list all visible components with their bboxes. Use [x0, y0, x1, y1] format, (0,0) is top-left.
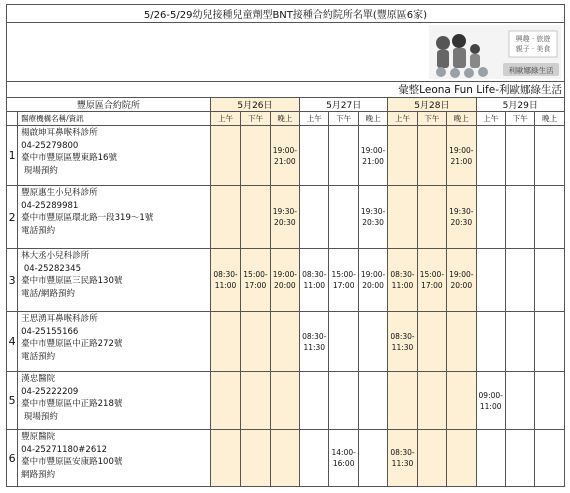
- time-slot-cell: [476, 186, 505, 249]
- time-slot-cell: [476, 249, 505, 312]
- time-slot-cell: [358, 186, 387, 249]
- time-slot-text: 08:30- 11:30: [390, 448, 415, 468]
- vaccine-schedule-sheet: [6, 4, 565, 490]
- time-slot-cell: [210, 430, 240, 487]
- time-slot-cell: [300, 126, 329, 186]
- time-slot-cell: [241, 430, 270, 487]
- slot-header: 晚上: [447, 112, 476, 126]
- time-slot-text: 19:30- 20:30: [272, 207, 298, 227]
- clinic-name: 豐原醫院: [21, 432, 56, 442]
- clinic-info: [18, 126, 211, 186]
- time-slot-cell: [447, 430, 476, 487]
- sheet-title: 5/26-5/29幼兒接種兒童劑型BNT接種合約院所名單(豐原區6家): [7, 5, 565, 23]
- banner-area: [7, 23, 565, 82]
- time-slot-cell: [476, 126, 505, 186]
- time-slot-cell: [447, 249, 476, 312]
- time-slot-cell: [270, 186, 299, 249]
- time-slot-text: 08:30- 11:30: [390, 331, 415, 352]
- time-slot-cell: [535, 126, 565, 186]
- day-header: 5月28日: [388, 98, 476, 112]
- time-slot-cell: [417, 126, 446, 186]
- slot-header: 下午: [505, 112, 534, 126]
- time-slot-text: 19:00- 20:00: [272, 270, 298, 290]
- row-number: 2: [7, 186, 18, 249]
- clinic-phone: 04-25289981: [21, 200, 79, 211]
- time-slot-text: 19:00- 20:00: [360, 270, 386, 290]
- time-slot-cell: [535, 249, 565, 312]
- time-slot-cell: [417, 186, 446, 249]
- clinic-row: [7, 312, 565, 372]
- time-slot-cell: [388, 372, 417, 430]
- time-slot-cell: [329, 249, 358, 312]
- clinic-address: 臺中市豐原區中正路272號: [21, 339, 123, 350]
- clinic-info: [18, 186, 211, 249]
- slot-header: 上午: [476, 112, 505, 126]
- time-slot-cell: [241, 249, 270, 312]
- time-slot-cell: [388, 430, 417, 487]
- row-number: 6: [7, 430, 18, 487]
- time-slot-cell: [505, 312, 534, 372]
- time-slot-text: 08:30- 11:30: [302, 331, 327, 352]
- booking-method: 現場預約: [21, 411, 58, 422]
- clinic-address: 臺中市豐原區安康路100號: [21, 457, 123, 468]
- schedule-table: [6, 4, 565, 487]
- day-header: 5月27日: [300, 98, 388, 112]
- booking-method: 電話/網路預約: [21, 288, 76, 299]
- clinic-name: 楊啟坤耳鼻喉科診所: [21, 128, 98, 138]
- blank-corner: [7, 112, 18, 126]
- time-slot-cell: [241, 126, 270, 186]
- time-slot-cell: [300, 372, 329, 430]
- time-slot-cell: [447, 372, 476, 430]
- time-slot-cell: [535, 430, 565, 487]
- slot-header: 上午: [300, 112, 329, 126]
- time-slot-cell: [505, 126, 534, 186]
- time-slot-cell: [535, 372, 565, 430]
- time-slot-cell: [241, 312, 270, 372]
- time-slot-text: 08:30- 11:00: [213, 270, 238, 290]
- time-slot-text: 19:30- 20:30: [360, 207, 386, 227]
- time-slot-cell: [447, 312, 476, 372]
- time-slot-text: 08:30- 11:00: [302, 270, 327, 290]
- clinic-column-header: 醫療機構名稱/資訊: [18, 112, 211, 126]
- clinic-phone: 04-25155166: [21, 326, 79, 337]
- time-slot-cell: [210, 312, 240, 372]
- clinic-name: 林大丞小兒科診所: [21, 251, 90, 261]
- clinic-address: 臺中市豐原區環北路一段319～1號: [21, 213, 154, 224]
- family-cats-illustration: [429, 25, 561, 79]
- time-slot-cell: [358, 249, 387, 312]
- time-slot-cell: [270, 372, 299, 430]
- slot-header: 晚上: [270, 112, 299, 126]
- slot-header: 上午: [210, 112, 240, 126]
- time-slot-text: 09:00- 11:00: [478, 390, 503, 411]
- clinic-row: [7, 249, 565, 312]
- time-slot-cell: [210, 186, 240, 249]
- clinic-row: [7, 126, 565, 186]
- time-slot-cell: [535, 186, 565, 249]
- time-slot-cell: [358, 430, 387, 487]
- time-slot-cell: [388, 312, 417, 372]
- logo-blog-name: 利歐娜綠生活: [508, 66, 554, 75]
- time-slot-cell: [270, 312, 299, 372]
- clinic-info: [18, 372, 211, 430]
- time-slot-cell: [417, 249, 446, 312]
- time-slot-text: 19:00- 20:00: [449, 270, 474, 290]
- clinic-row: [7, 372, 565, 430]
- clinic-info: [18, 249, 211, 312]
- time-slot-cell: [300, 430, 329, 487]
- time-slot-cell: [388, 249, 417, 312]
- row-number: 1: [7, 126, 18, 186]
- clinic-name: 漢忠醫院: [21, 374, 56, 384]
- time-slot-text: 19:00- 21:00: [360, 145, 386, 166]
- time-slot-text: 19:00- 21:00: [272, 145, 298, 166]
- time-slot-cell: [417, 430, 446, 487]
- time-slot-cell: [329, 372, 358, 430]
- time-slot-text: 19:30- 20:30: [449, 207, 474, 227]
- time-slot-text: 19:00- 21:00: [449, 145, 474, 166]
- slot-header: 晚上: [358, 112, 387, 126]
- row-number: 5: [7, 372, 18, 430]
- time-slot-cell: [388, 126, 417, 186]
- time-slot-cell: [417, 312, 446, 372]
- clinic-phone: 04-25282345: [21, 263, 81, 274]
- time-slot-cell: [270, 249, 299, 312]
- time-slot-cell: [447, 186, 476, 249]
- time-slot-cell: [358, 372, 387, 430]
- clinic-phone: 04-25271180#2612: [21, 444, 108, 455]
- time-slot-cell: [358, 126, 387, 186]
- time-slot-cell: [329, 430, 358, 487]
- blog-logo: [429, 25, 561, 79]
- slot-header: 下午: [329, 112, 358, 126]
- slot-header: 晚上: [535, 112, 565, 126]
- clinic-row: [7, 186, 565, 249]
- district-header: 豐原區合約院所: [7, 98, 211, 112]
- time-slot-cell: [270, 430, 299, 487]
- clinic-address: 臺中市豐原區豐東路16號: [21, 153, 117, 164]
- time-slot-cell: [535, 312, 565, 372]
- time-slot-cell: [358, 312, 387, 372]
- slot-header: 上午: [388, 112, 417, 126]
- time-slot-cell: [300, 249, 329, 312]
- day-header: 5月29日: [476, 98, 565, 112]
- slot-header: 下午: [241, 112, 270, 126]
- slot-header: 下午: [417, 112, 446, 126]
- time-slot-cell: [329, 126, 358, 186]
- time-slot-cell: [270, 126, 299, 186]
- clinic-address: 臺中市豐原區三民路130號: [21, 276, 123, 287]
- clinic-phone: 04-25279800: [21, 140, 79, 151]
- logo-caption-1: 興趣 · 旅遊: [515, 35, 551, 43]
- time-slot-cell: [417, 372, 446, 430]
- time-slot-cell: [476, 372, 505, 430]
- time-slot-cell: [300, 186, 329, 249]
- time-slot-cell: [329, 312, 358, 372]
- time-slot-cell: [476, 430, 505, 487]
- time-slot-text: 15:00- 17:00: [331, 270, 356, 290]
- time-slot-cell: [300, 312, 329, 372]
- time-slot-cell: [241, 186, 270, 249]
- booking-method: 現場預約: [21, 165, 58, 176]
- time-slot-text: 15:00- 17:00: [419, 270, 445, 290]
- credit-line: 彙整Leona Fun Life-利歐娜綠生活: [7, 82, 565, 98]
- time-slot-cell: [505, 372, 534, 430]
- logo-caption-2: 親子 · 美食: [515, 45, 551, 53]
- time-slot-text: 15:00- 17:00: [243, 270, 268, 290]
- clinic-row: [7, 430, 565, 487]
- time-slot-cell: [476, 312, 505, 372]
- row-number: 4: [7, 312, 18, 372]
- time-slot-cell: [388, 186, 417, 249]
- clinic-name: 王思湧耳鼻喉科診所: [21, 314, 98, 324]
- booking-method: 電話預約: [21, 351, 56, 362]
- clinic-info: [18, 430, 211, 487]
- time-slot-cell: [329, 186, 358, 249]
- time-slot-cell: [210, 249, 240, 312]
- time-slot-cell: [241, 372, 270, 430]
- clinic-phone: 04-25222209: [21, 386, 79, 397]
- time-slot-cell: [210, 372, 240, 430]
- clinic-name: 豐原惠生小兒科診所: [21, 188, 98, 198]
- day-header: 5月26日: [210, 98, 299, 112]
- booking-method: 電話預約: [21, 225, 56, 236]
- time-slot-text: 14:00- 16:00: [331, 448, 356, 468]
- time-slot-text: 08:30- 11:00: [390, 270, 415, 290]
- clinic-info: [18, 312, 211, 372]
- time-slot-cell: [210, 126, 240, 186]
- time-slot-cell: [505, 186, 534, 249]
- time-slot-cell: [505, 430, 534, 487]
- time-slot-cell: [447, 126, 476, 186]
- time-slot-cell: [505, 249, 534, 312]
- row-number: 3: [7, 249, 18, 312]
- clinic-address: 臺中市豐原區中正路218號: [21, 399, 123, 410]
- booking-method: 網路預約: [21, 469, 56, 480]
